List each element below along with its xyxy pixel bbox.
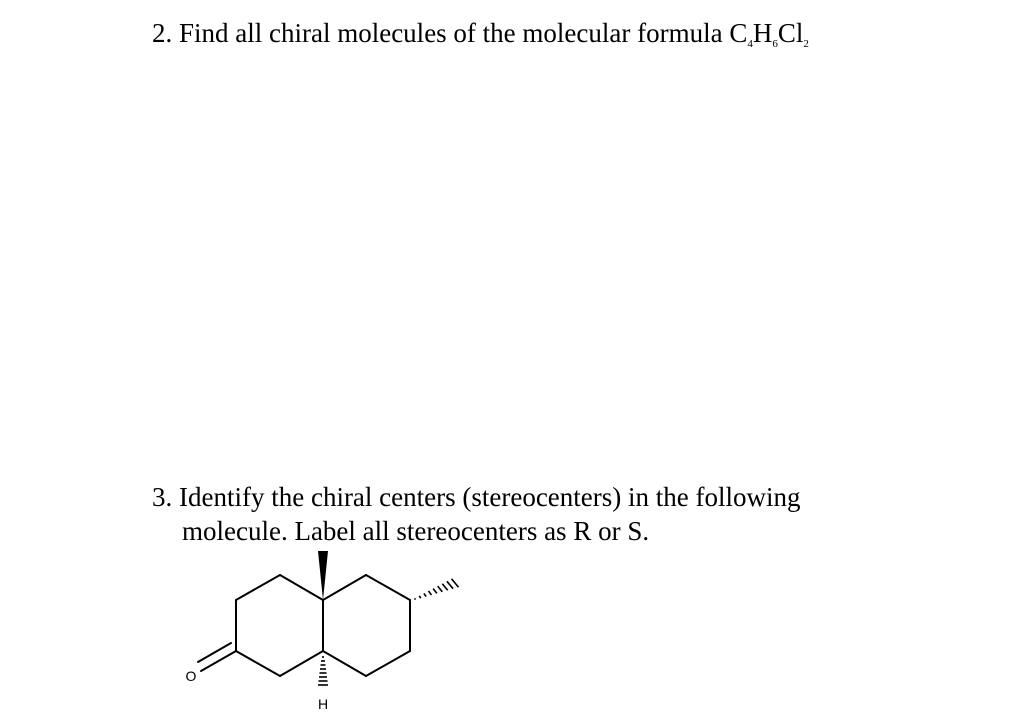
carbonyl-bond-outer — [201, 651, 236, 671]
question-3-line1: Identify the chiral centers (stereocenters) in the following — [179, 482, 801, 512]
formula-chlorine: Cl — [777, 18, 804, 48]
formula-carbon-count: 4 — [747, 38, 753, 50]
atom-label-hydrogen: H — [317, 696, 329, 712]
carbonyl-bond-inner — [198, 643, 231, 662]
bond — [323, 575, 366, 600]
atom-label-oxygen: O — [185, 668, 197, 684]
bond — [280, 575, 323, 600]
question-2-number: 2. — [152, 18, 173, 48]
bond — [366, 651, 410, 676]
molecule-bonds — [198, 575, 410, 676]
bond — [323, 651, 366, 676]
formula-chlorine-count: 2 — [803, 38, 809, 50]
question-2-text: Find all chiral molecules of the molecular formula — [179, 18, 723, 48]
formula-hydrogen: H — [752, 18, 773, 48]
formula-carbon: C — [729, 18, 748, 48]
bond — [236, 651, 280, 676]
question-2 — [152, 16, 809, 50]
formula-hydrogen-count: 6 — [772, 38, 778, 50]
decalone-molecule-structure — [170, 548, 470, 718]
molecular-formula — [729, 18, 809, 48]
bond — [366, 575, 410, 600]
wedge-bond-methyl — [318, 551, 328, 600]
question-3 — [152, 480, 801, 548]
hashed-bond-hydrogen — [318, 657, 328, 685]
bond — [280, 651, 323, 676]
bond — [236, 575, 280, 600]
question-3-number: 3. — [152, 482, 173, 512]
hashed-bond-methyl — [415, 579, 459, 600]
question-3-line2: molecule. Label all stereocenters as R or S. — [182, 516, 650, 546]
